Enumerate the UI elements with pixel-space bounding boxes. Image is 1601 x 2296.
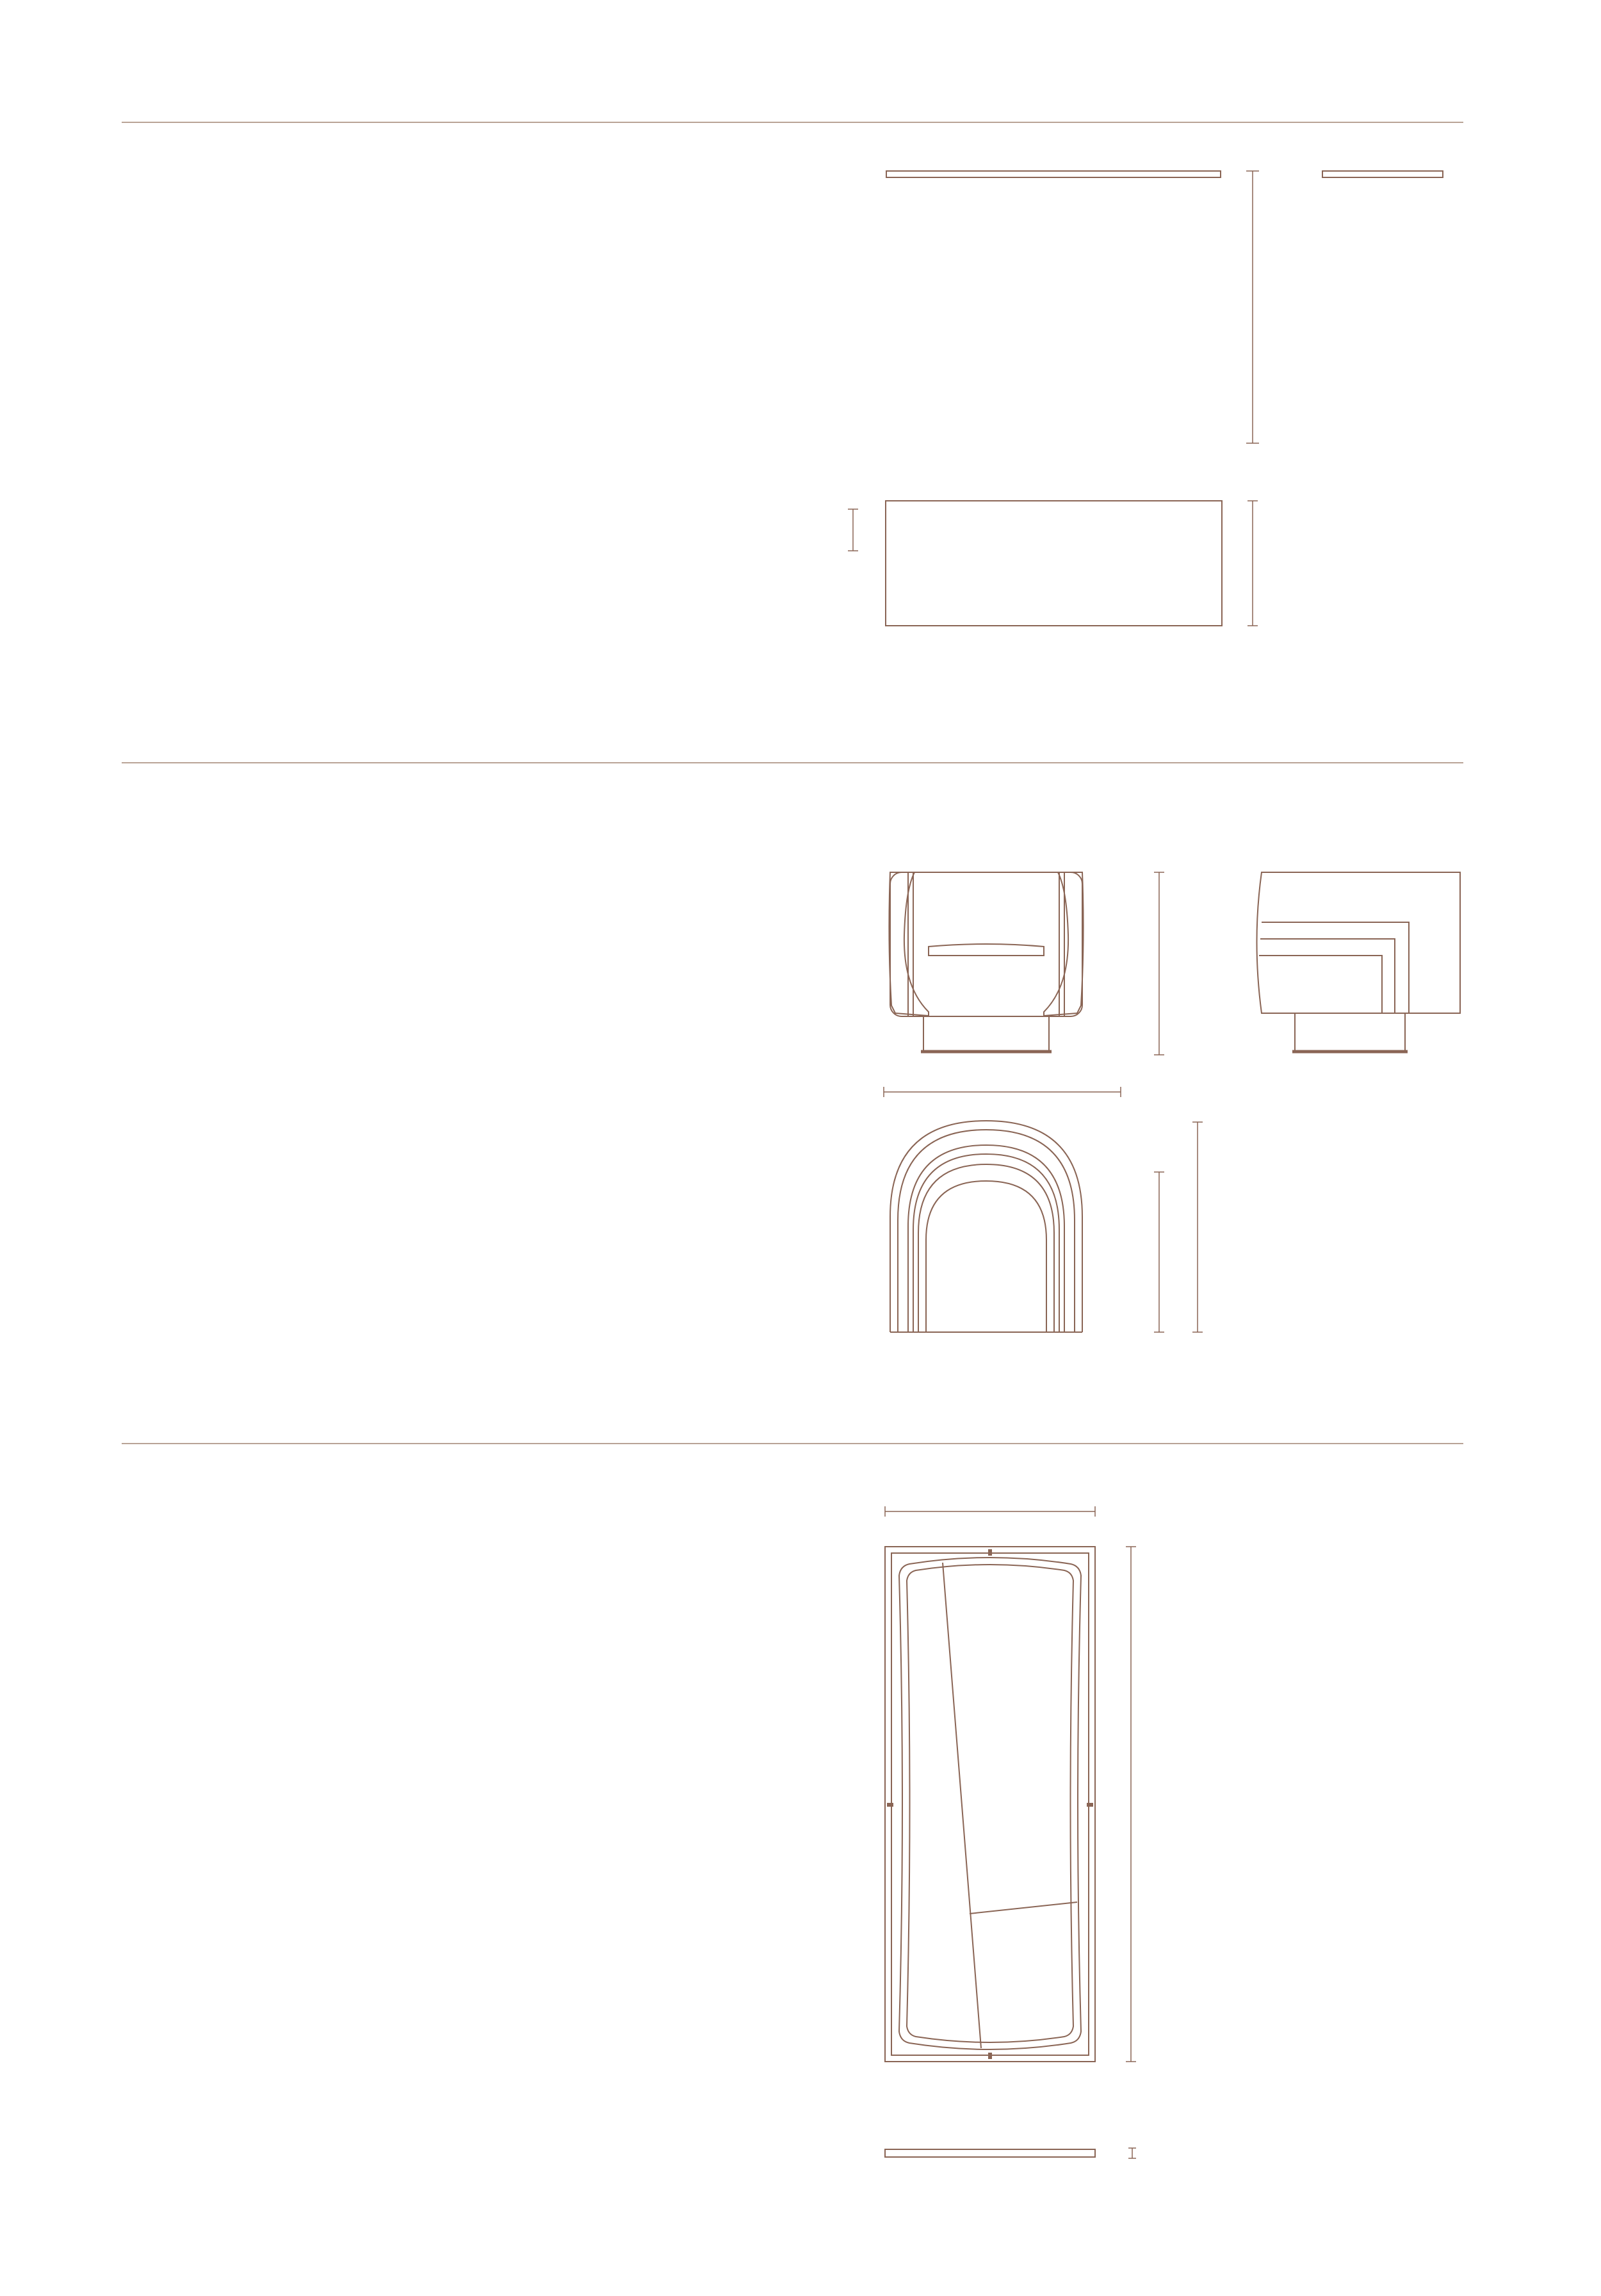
product-milo	[122, 1476, 788, 1563]
mika-technical-drawing	[820, 858, 1467, 1345]
product-mika	[122, 794, 788, 881]
product-medusa	[122, 154, 788, 240]
medusa-technical-drawing	[820, 160, 1460, 647]
section-divider-milo	[122, 1443, 1463, 1444]
section-divider-mika	[122, 762, 1463, 763]
section-divider-medusa	[122, 122, 1463, 123]
milo-technical-drawing	[820, 1479, 1178, 2171]
page-footer	[1513, 2107, 1533, 2163]
